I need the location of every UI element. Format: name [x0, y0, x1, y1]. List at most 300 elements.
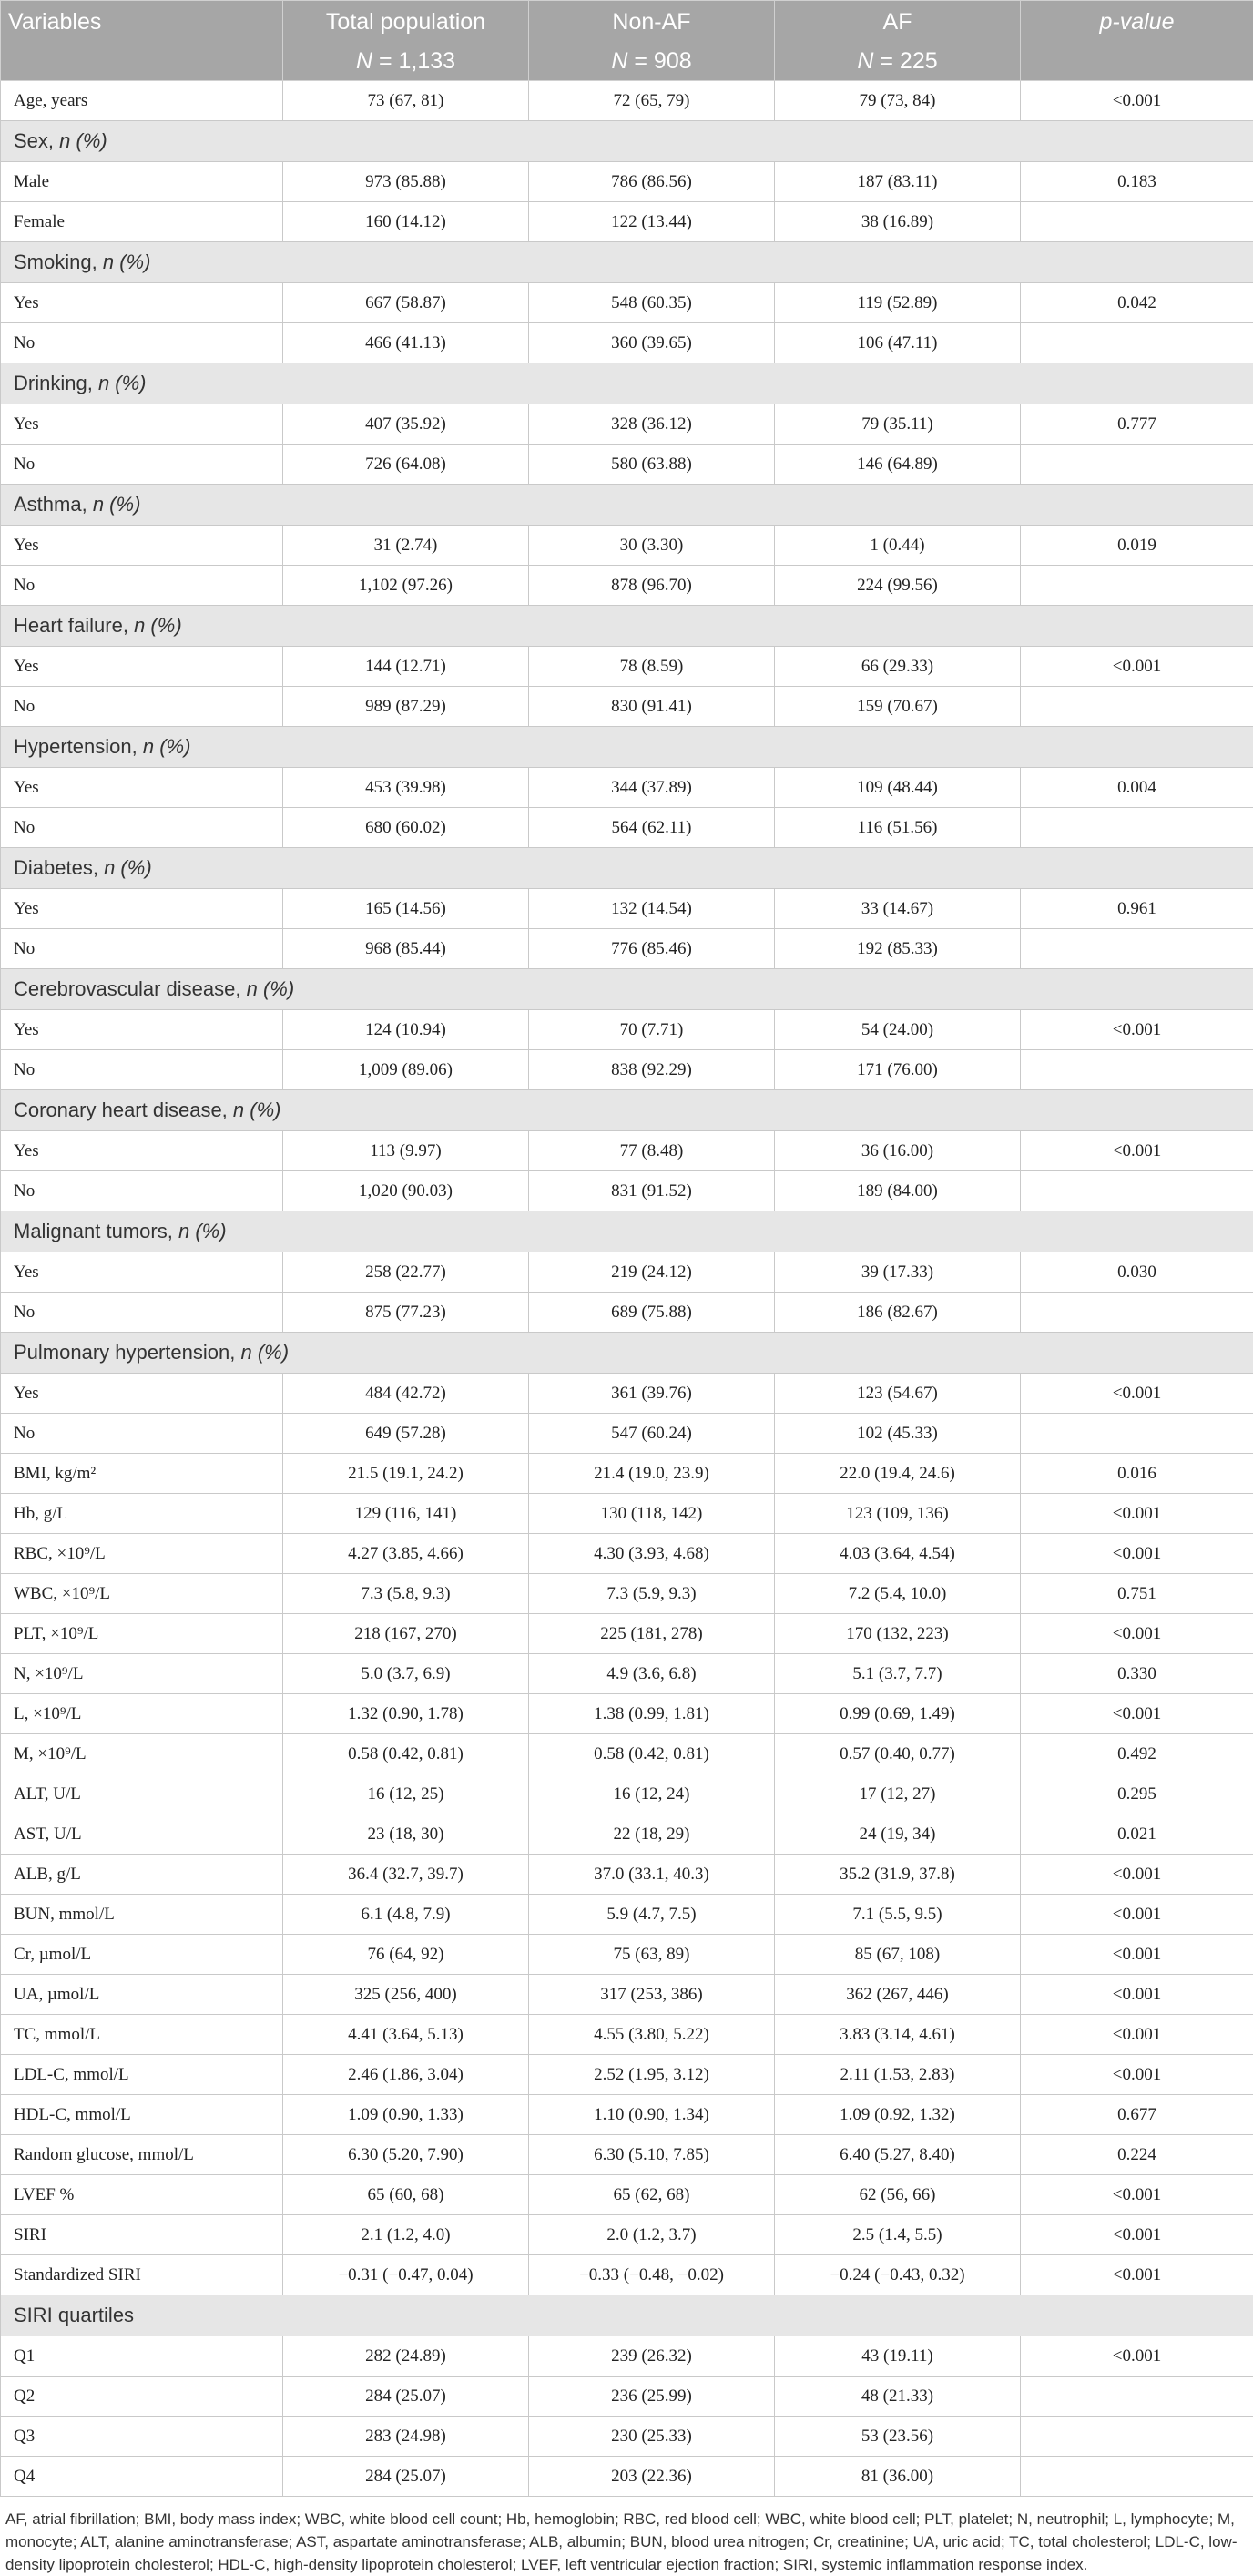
- row-label: WBC, ×10⁹/L: [1, 1574, 283, 1614]
- cell-total: 76 (64, 92): [283, 1935, 529, 1975]
- cell-pvalue: <0.001: [1021, 647, 1253, 687]
- cell-nonaf: 239 (26.32): [529, 2336, 775, 2377]
- cell-pvalue: [1021, 1171, 1253, 1211]
- cell-nonaf: 1.10 (0.90, 1.34): [529, 2095, 775, 2135]
- cell-af: 38 (16.89): [775, 202, 1021, 242]
- row-label: No: [1, 1293, 283, 1333]
- cell-nonaf: 77 (8.48): [529, 1131, 775, 1171]
- table-row: [1, 1895, 1253, 1935]
- cell-pvalue: <0.001: [1021, 1694, 1253, 1734]
- cell-af: 24 (19, 34): [775, 1814, 1021, 1855]
- cell-pvalue: [1021, 929, 1253, 969]
- cell-total: 1,102 (97.26): [283, 566, 529, 606]
- row-label: Cr, µmol/L: [1, 1935, 283, 1975]
- table-row: [1, 1050, 1253, 1090]
- cell-af: 123 (109, 136): [775, 1494, 1021, 1534]
- cell-nonaf: 22 (18, 29): [529, 1814, 775, 1855]
- table-row: [1, 889, 1253, 929]
- table-row: [1, 2255, 1253, 2295]
- cell-nonaf: 236 (25.99): [529, 2377, 775, 2417]
- cell-total: 258 (22.77): [283, 1252, 529, 1293]
- cell-nonaf: 5.9 (4.7, 7.5): [529, 1895, 775, 1935]
- row-label: ALT, U/L: [1, 1774, 283, 1814]
- table-row: [1, 566, 1253, 606]
- cell-pvalue: [1021, 1414, 1253, 1454]
- row-label: No: [1, 929, 283, 969]
- section-label: Coronary heart disease,: [14, 1099, 228, 1121]
- cell-nonaf: 360 (39.65): [529, 323, 775, 363]
- cell-pvalue: <0.001: [1021, 81, 1253, 121]
- cell-nonaf: 4.9 (3.6, 6.8): [529, 1654, 775, 1694]
- cell-total: 165 (14.56): [283, 889, 529, 929]
- section-header: [1, 1090, 1253, 1131]
- row-label: Yes: [1, 1010, 283, 1050]
- cell-total: 325 (256, 400): [283, 1975, 529, 2015]
- cell-af: 0.57 (0.40, 0.77): [775, 1734, 1021, 1774]
- row-label: Yes: [1, 1131, 283, 1171]
- cell-af: 53 (23.56): [775, 2417, 1021, 2457]
- cell-total: 1.32 (0.90, 1.78): [283, 1694, 529, 1734]
- row-label: Standardized SIRI: [1, 2255, 283, 2295]
- cell-af: 2.5 (1.4, 5.5): [775, 2215, 1021, 2255]
- cell-total: 667 (58.87): [283, 283, 529, 323]
- row-label: No: [1, 1050, 283, 1090]
- header-nonaf: Non-AF: [529, 1, 775, 44]
- table-row: [1, 202, 1253, 242]
- table-row: [1, 2457, 1253, 2497]
- cell-pvalue: [1021, 808, 1253, 848]
- row-label: L, ×10⁹/L: [1, 1694, 283, 1734]
- table-row: [1, 445, 1253, 485]
- cell-nonaf: 689 (75.88): [529, 1293, 775, 1333]
- cell-total: 7.3 (5.8, 9.3): [283, 1574, 529, 1614]
- cell-pvalue: 0.224: [1021, 2135, 1253, 2175]
- row-label: Female: [1, 202, 283, 242]
- section-header: [1, 1211, 1253, 1252]
- table-row: [1, 929, 1253, 969]
- table-row: [1, 1734, 1253, 1774]
- cell-total: −0.31 (−0.47, 0.04): [283, 2255, 529, 2295]
- section-suffix: n (%): [93, 493, 141, 516]
- cell-pvalue: 0.777: [1021, 404, 1253, 445]
- cell-af: 17 (12, 27): [775, 1774, 1021, 1814]
- row-label: ALB, g/L: [1, 1855, 283, 1895]
- cell-total: 65 (60, 68): [283, 2175, 529, 2215]
- section-header: [1, 727, 1253, 768]
- cell-af: 7.1 (5.5, 9.5): [775, 1895, 1021, 1935]
- cell-total: 2.46 (1.86, 3.04): [283, 2055, 529, 2095]
- table-row: [1, 526, 1253, 566]
- table-row: [1, 1171, 1253, 1211]
- cell-pvalue: 0.019: [1021, 526, 1253, 566]
- cell-af: 35.2 (31.9, 37.8): [775, 1855, 1021, 1895]
- cell-af: 224 (99.56): [775, 566, 1021, 606]
- cell-nonaf: 4.55 (3.80, 5.22): [529, 2015, 775, 2055]
- table-row: [1, 2175, 1253, 2215]
- table-row: [1, 808, 1253, 848]
- table-row: [1, 647, 1253, 687]
- row-label: No: [1, 1414, 283, 1454]
- table-row: [1, 2015, 1253, 2055]
- cell-nonaf: 831 (91.52): [529, 1171, 775, 1211]
- cell-af: 189 (84.00): [775, 1171, 1021, 1211]
- cell-pvalue: [1021, 1050, 1253, 1090]
- cell-nonaf: 361 (39.76): [529, 1374, 775, 1414]
- table-row: [1, 1574, 1253, 1614]
- table-row: [1, 1414, 1253, 1454]
- section-row: [1, 485, 1253, 526]
- table-row: [1, 1694, 1253, 1734]
- n-total-value: = 1,133: [379, 48, 455, 74]
- header-pvalue: [1021, 1, 1253, 44]
- table-row: [1, 1855, 1253, 1895]
- cell-total: 113 (9.97): [283, 1131, 529, 1171]
- row-label: RBC, ×10⁹/L: [1, 1534, 283, 1574]
- section-label: Malignant tumors,: [14, 1220, 173, 1242]
- table-row: [1, 404, 1253, 445]
- table-row: [1, 1814, 1253, 1855]
- cell-pvalue: <0.001: [1021, 1935, 1253, 1975]
- cell-af: 3.83 (3.14, 4.61): [775, 2015, 1021, 2055]
- cell-total: 1,009 (89.06): [283, 1050, 529, 1090]
- cell-pvalue: [1021, 2457, 1253, 2497]
- section-header: [1, 485, 1253, 526]
- section-row: [1, 848, 1253, 889]
- section-suffix: n (%): [247, 977, 295, 1000]
- n-symbol: N: [356, 48, 372, 74]
- section-label: Drinking,: [14, 372, 93, 394]
- table-row: [1, 1494, 1253, 1534]
- cell-nonaf: 2.0 (1.2, 3.7): [529, 2215, 775, 2255]
- cell-af: 62 (56, 66): [775, 2175, 1021, 2215]
- cell-total: 1,020 (90.03): [283, 1171, 529, 1211]
- cell-nonaf: 16 (12, 24): [529, 1774, 775, 1814]
- cell-nonaf: 2.52 (1.95, 3.12): [529, 2055, 775, 2095]
- section-suffix: n (%): [240, 1341, 289, 1364]
- row-label: Q1: [1, 2336, 283, 2377]
- row-label: Q2: [1, 2377, 283, 2417]
- cell-nonaf: 230 (25.33): [529, 2417, 775, 2457]
- cell-af: 81 (36.00): [775, 2457, 1021, 2497]
- row-label: Yes: [1, 283, 283, 323]
- cell-af: 1 (0.44): [775, 526, 1021, 566]
- table-row: [1, 1252, 1253, 1293]
- cell-total: 989 (87.29): [283, 687, 529, 727]
- table-row: [1, 1454, 1253, 1494]
- cell-total: 36.4 (32.7, 39.7): [283, 1855, 529, 1895]
- cell-af: 1.09 (0.92, 1.32): [775, 2095, 1021, 2135]
- cell-af: 4.03 (3.64, 4.54): [775, 1534, 1021, 1574]
- cell-af: 79 (35.11): [775, 404, 1021, 445]
- section-label: Smoking,: [14, 250, 97, 273]
- cell-nonaf: 6.30 (5.10, 7.85): [529, 2135, 775, 2175]
- cell-pvalue: 0.183: [1021, 162, 1253, 202]
- section-label: Hypertension,: [14, 735, 138, 758]
- header-blank: [1021, 43, 1253, 81]
- cell-af: 171 (76.00): [775, 1050, 1021, 1090]
- cell-nonaf: 1.38 (0.99, 1.81): [529, 1694, 775, 1734]
- cell-af: 187 (83.11): [775, 162, 1021, 202]
- cell-total: 466 (41.13): [283, 323, 529, 363]
- section-row: [1, 969, 1253, 1010]
- table-row: [1, 1131, 1253, 1171]
- cell-nonaf: 30 (3.30): [529, 526, 775, 566]
- row-label: LVEF %: [1, 2175, 283, 2215]
- cell-af: 6.40 (5.27, 8.40): [775, 2135, 1021, 2175]
- cell-pvalue: 0.030: [1021, 1252, 1253, 1293]
- section-row: [1, 606, 1253, 647]
- cell-af: 106 (47.11): [775, 323, 1021, 363]
- header-blank: [1, 43, 283, 81]
- cell-af: 36 (16.00): [775, 1131, 1021, 1171]
- cell-nonaf: 4.30 (3.93, 4.68): [529, 1534, 775, 1574]
- row-label: BMI, kg/m²: [1, 1454, 283, 1494]
- cell-nonaf: 547 (60.24): [529, 1414, 775, 1454]
- header-n-total: [283, 43, 529, 81]
- row-label: UA, µmol/L: [1, 1975, 283, 2015]
- cell-pvalue: <0.001: [1021, 1131, 1253, 1171]
- table-row: [1, 2135, 1253, 2175]
- cell-nonaf: 122 (13.44): [529, 202, 775, 242]
- cell-pvalue: [1021, 323, 1253, 363]
- cell-pvalue: <0.001: [1021, 2015, 1253, 2055]
- cell-af: 170 (132, 223): [775, 1614, 1021, 1654]
- cell-total: 875 (77.23): [283, 1293, 529, 1333]
- cell-nonaf: 132 (14.54): [529, 889, 775, 929]
- cell-nonaf: 75 (63, 89): [529, 1935, 775, 1975]
- cell-total: 21.5 (19.1, 24.2): [283, 1454, 529, 1494]
- header-n-nonaf: [529, 43, 775, 81]
- cell-pvalue: <0.001: [1021, 2255, 1253, 2295]
- cell-pvalue: <0.001: [1021, 2215, 1253, 2255]
- cell-af: 186 (82.67): [775, 1293, 1021, 1333]
- table-row: [1, 2417, 1253, 2457]
- cell-total: 283 (24.98): [283, 2417, 529, 2457]
- table-row: [1, 2215, 1253, 2255]
- n-af-value: = 225: [880, 48, 937, 74]
- cell-pvalue: <0.001: [1021, 1010, 1253, 1050]
- row-label: Q3: [1, 2417, 283, 2457]
- cell-pvalue: 0.751: [1021, 1574, 1253, 1614]
- cell-total: 4.41 (3.64, 5.13): [283, 2015, 529, 2055]
- table-body: [1, 81, 1253, 2497]
- cell-total: 73 (67, 81): [283, 81, 529, 121]
- section-label: Asthma,: [14, 493, 87, 516]
- cell-total: 407 (35.92): [283, 404, 529, 445]
- cell-pvalue: 0.961: [1021, 889, 1253, 929]
- section-row: [1, 1090, 1253, 1131]
- cell-pvalue: [1021, 1293, 1253, 1333]
- row-label: Yes: [1, 768, 283, 808]
- row-label: No: [1, 1171, 283, 1211]
- row-label: PLT, ×10⁹/L: [1, 1614, 283, 1654]
- section-suffix: n (%): [143, 735, 191, 758]
- cell-total: 453 (39.98): [283, 768, 529, 808]
- cell-total: 4.27 (3.85, 4.66): [283, 1534, 529, 1574]
- cell-total: 282 (24.89): [283, 2336, 529, 2377]
- table-row: [1, 162, 1253, 202]
- cell-af: 54 (24.00): [775, 1010, 1021, 1050]
- table-row: [1, 1654, 1253, 1694]
- cell-af: 2.11 (1.53, 2.83): [775, 2055, 1021, 2095]
- row-label: No: [1, 445, 283, 485]
- row-label: BUN, mmol/L: [1, 1895, 283, 1935]
- cell-af: 7.2 (5.4, 10.0): [775, 1574, 1021, 1614]
- header-total: Total population: [283, 1, 529, 44]
- cell-nonaf: 21.4 (19.0, 23.9): [529, 1454, 775, 1494]
- cell-nonaf: 203 (22.36): [529, 2457, 775, 2497]
- n-symbol: N: [611, 48, 627, 74]
- cell-nonaf: 328 (36.12): [529, 404, 775, 445]
- section-row: [1, 2295, 1253, 2336]
- cell-nonaf: 776 (85.46): [529, 929, 775, 969]
- cell-pvalue: [1021, 2417, 1253, 2457]
- cell-nonaf: 317 (253, 386): [529, 1975, 775, 2015]
- cell-af: 109 (48.44): [775, 768, 1021, 808]
- cell-nonaf: 344 (37.89): [529, 768, 775, 808]
- table-row: [1, 1774, 1253, 1814]
- cell-pvalue: [1021, 445, 1253, 485]
- cell-nonaf: 7.3 (5.9, 9.3): [529, 1574, 775, 1614]
- cell-nonaf: 70 (7.71): [529, 1010, 775, 1050]
- cell-pvalue: <0.001: [1021, 1534, 1253, 1574]
- cell-af: −0.24 (−0.43, 0.32): [775, 2255, 1021, 2295]
- section-header: [1, 1333, 1253, 1374]
- row-label: Yes: [1, 647, 283, 687]
- cell-nonaf: 219 (24.12): [529, 1252, 775, 1293]
- cell-nonaf: 225 (181, 278): [529, 1614, 775, 1654]
- cell-af: 22.0 (19.4, 24.6): [775, 1454, 1021, 1494]
- section-label: Heart failure,: [14, 614, 128, 637]
- row-label: N, ×10⁹/L: [1, 1654, 283, 1694]
- section-header: [1, 363, 1253, 404]
- row-label: Yes: [1, 404, 283, 445]
- cell-total: 2.1 (1.2, 4.0): [283, 2215, 529, 2255]
- cell-af: 146 (64.89): [775, 445, 1021, 485]
- row-label: Hb, g/L: [1, 1494, 283, 1534]
- row-label: TC, mmol/L: [1, 2015, 283, 2055]
- table-row: [1, 1975, 1253, 2015]
- table-row: [1, 1293, 1253, 1333]
- section-label: Cerebrovascular disease,: [14, 977, 240, 1000]
- cell-total: 160 (14.12): [283, 202, 529, 242]
- row-label: Yes: [1, 889, 283, 929]
- cell-total: 726 (64.08): [283, 445, 529, 485]
- row-label: Male: [1, 162, 283, 202]
- section-header: [1, 2295, 1253, 2336]
- cell-pvalue: [1021, 687, 1253, 727]
- section-label: Pulmonary hypertension,: [14, 1341, 235, 1364]
- header-af: AF: [775, 1, 1021, 44]
- section-row: [1, 121, 1253, 162]
- table-row: [1, 1614, 1253, 1654]
- cell-nonaf: 564 (62.11): [529, 808, 775, 848]
- cell-af: 0.99 (0.69, 1.49): [775, 1694, 1021, 1734]
- header-pvalue-text: p-value: [1100, 9, 1175, 35]
- section-suffix: n (%): [134, 614, 182, 637]
- table-row: [1, 2095, 1253, 2135]
- header-variables: Variables: [1, 1, 283, 44]
- cell-pvalue: 0.016: [1021, 1454, 1253, 1494]
- cell-pvalue: <0.001: [1021, 1855, 1253, 1895]
- table-row: [1, 1935, 1253, 1975]
- row-label: No: [1, 687, 283, 727]
- section-suffix: n (%): [103, 250, 151, 273]
- section-row: [1, 1211, 1253, 1252]
- cell-pvalue: <0.001: [1021, 1494, 1253, 1534]
- row-label: Q4: [1, 2457, 283, 2497]
- cell-af: 66 (29.33): [775, 647, 1021, 687]
- row-label: LDL-C, mmol/L: [1, 2055, 283, 2095]
- section-suffix: n (%): [104, 856, 152, 879]
- cell-af: 123 (54.67): [775, 1374, 1021, 1414]
- table-row: [1, 81, 1253, 121]
- cell-total: 124 (10.94): [283, 1010, 529, 1050]
- row-label: Yes: [1, 526, 283, 566]
- section-row: [1, 727, 1253, 768]
- cell-af: 116 (51.56): [775, 808, 1021, 848]
- cell-nonaf: −0.33 (−0.48, −0.02): [529, 2255, 775, 2295]
- cell-total: 5.0 (3.7, 6.9): [283, 1654, 529, 1694]
- table-footnote: AF, atrial fibrillation; BMI, body mass index; WBC, white blood cell count; Hb, hemoglobin; RBC, red blood cell; WBC, white blood cell; PLT, platelet; N, neutrophil; L, lymphocyte; M, monocyte; ALT, alanine aminotransferase; AST, aspartate aminotransferase; ALB, albumin; BUN, blood urea nitrogen; Cr, creatinine; UA, uric acid; TC, total cholesterol; LDL-C, low-density lipoprotein cholesterol; HDL-C, high-density lipoprotein cholesterol; LVEF, left ventricular ejection fraction; SIRI, systemic inflammation response index.: [0, 2497, 1253, 2576]
- section-header: [1, 848, 1253, 889]
- table-row: [1, 2377, 1253, 2417]
- table-row: [1, 1374, 1253, 1414]
- section-label: SIRI quartiles: [14, 2304, 134, 2326]
- cell-pvalue: <0.001: [1021, 2336, 1253, 2377]
- cell-pvalue: <0.001: [1021, 1895, 1253, 1935]
- cell-total: 680 (60.02): [283, 808, 529, 848]
- n-symbol: N: [857, 48, 873, 74]
- table-row: [1, 1010, 1253, 1050]
- cell-nonaf: 830 (91.41): [529, 687, 775, 727]
- cell-total: 218 (167, 270): [283, 1614, 529, 1654]
- cell-af: 79 (73, 84): [775, 81, 1021, 121]
- section-label: Sex,: [14, 129, 54, 152]
- section-header: [1, 242, 1253, 283]
- cell-pvalue: 0.042: [1021, 283, 1253, 323]
- table-row: [1, 283, 1253, 323]
- cell-total: 973 (85.88): [283, 162, 529, 202]
- cell-total: 0.58 (0.42, 0.81): [283, 1734, 529, 1774]
- row-label: HDL-C, mmol/L: [1, 2095, 283, 2135]
- cell-af: 39 (17.33): [775, 1252, 1021, 1293]
- cell-total: 284 (25.07): [283, 2457, 529, 2497]
- table-row: [1, 687, 1253, 727]
- row-label: No: [1, 808, 283, 848]
- cell-pvalue: 0.677: [1021, 2095, 1253, 2135]
- cell-total: 968 (85.44): [283, 929, 529, 969]
- cell-pvalue: 0.021: [1021, 1814, 1253, 1855]
- cell-af: 48 (21.33): [775, 2377, 1021, 2417]
- cell-total: 31 (2.74): [283, 526, 529, 566]
- row-label: No: [1, 323, 283, 363]
- cell-af: 5.1 (3.7, 7.7): [775, 1654, 1021, 1694]
- row-label: AST, U/L: [1, 1814, 283, 1855]
- cell-af: 85 (67, 108): [775, 1935, 1021, 1975]
- cell-total: 129 (116, 141): [283, 1494, 529, 1534]
- cell-pvalue: 0.295: [1021, 1774, 1253, 1814]
- cell-total: 144 (12.71): [283, 647, 529, 687]
- cell-pvalue: <0.001: [1021, 1374, 1253, 1414]
- cell-pvalue: 0.004: [1021, 768, 1253, 808]
- cell-nonaf: 838 (92.29): [529, 1050, 775, 1090]
- cell-total: 284 (25.07): [283, 2377, 529, 2417]
- table-row: [1, 1534, 1253, 1574]
- cell-pvalue: 0.330: [1021, 1654, 1253, 1694]
- table-row: [1, 323, 1253, 363]
- cell-af: 33 (14.67): [775, 889, 1021, 929]
